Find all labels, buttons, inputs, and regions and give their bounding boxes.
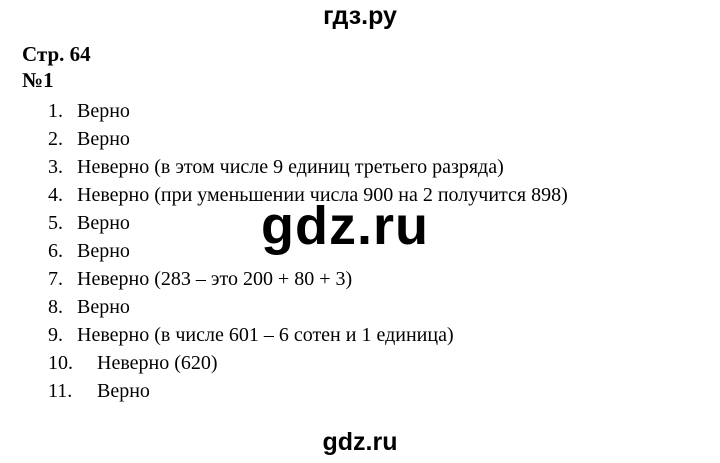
answer-item	[48, 153, 568, 181]
watermark-logo: gdz.ru	[261, 196, 429, 256]
answer-text: Верно	[77, 296, 130, 318]
answer-number: 10.	[48, 352, 73, 374]
answer-text: Неверно (при уменьшении числа 900 на 2 получится 898)	[77, 184, 568, 206]
answer-text: Верно	[77, 128, 130, 150]
task-number-heading: №1	[22, 68, 54, 92]
answer-text: Неверно (в этом числе 9 единиц третьего разряда)	[77, 156, 504, 178]
answer-item	[48, 265, 568, 293]
answer-item	[48, 293, 568, 321]
answer-number: 1.	[48, 100, 63, 122]
answer-number: 4.	[48, 184, 63, 206]
answer-number: 6.	[48, 240, 63, 262]
answer-number: 3.	[48, 156, 63, 178]
answer-number: 9.	[48, 324, 63, 346]
answer-text: Неверно (283 – это 200 + 80 + 3)	[77, 268, 353, 290]
answer-item	[48, 321, 568, 349]
answer-item	[48, 349, 568, 377]
answer-text: Неверно (в числе 601 – 6 сотен и 1 единица)	[77, 324, 454, 346]
site-logo-footer: gdz.ru	[322, 428, 398, 456]
answer-text: Верно	[97, 380, 150, 402]
answer-item	[48, 125, 568, 153]
answer-text: Неверно (620)	[97, 352, 218, 374]
answer-number: 5.	[48, 212, 63, 234]
answer-number: 2.	[48, 128, 63, 150]
answer-text: Верно	[77, 100, 130, 122]
site-logo-header: гдз.ру	[323, 2, 397, 30]
answer-number: 7.	[48, 268, 63, 290]
answer-number: 8.	[48, 296, 63, 318]
page-number-heading: Стр. 64	[22, 42, 91, 66]
answer-number: 11.	[48, 380, 73, 402]
answer-text: Верно	[77, 212, 130, 234]
answer-text: Верно	[77, 240, 130, 262]
answer-item	[48, 377, 568, 405]
answer-item	[48, 97, 568, 125]
